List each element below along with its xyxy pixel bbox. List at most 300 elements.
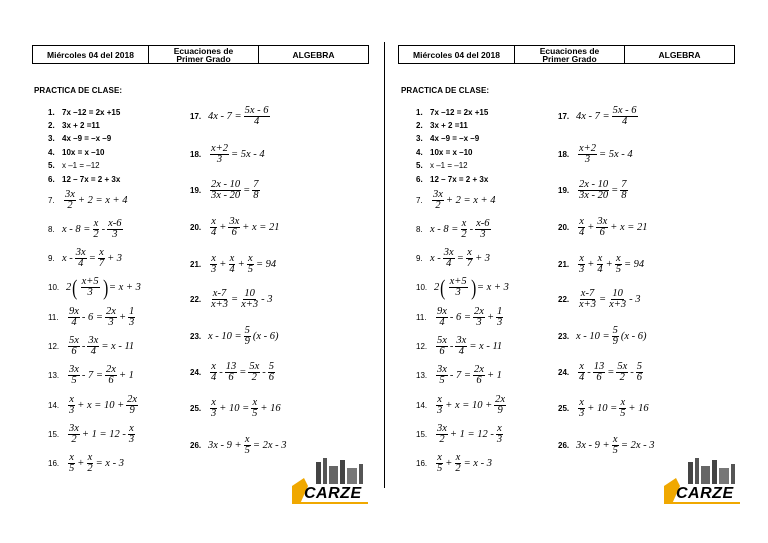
problem-number: 7. [416, 196, 423, 205]
fraction [210, 289, 229, 310]
numerator: x [615, 253, 621, 264]
denominator: x+3 [241, 299, 259, 310]
fraction [436, 365, 448, 386]
problem-number: 18. [558, 150, 570, 159]
problem-8 [416, 219, 493, 240]
logo-text: CARZE [676, 485, 734, 502]
problem-number: 11. [416, 313, 427, 322]
numerator: x [597, 253, 603, 264]
fraction [578, 180, 609, 201]
equation [62, 219, 125, 240]
expr-text: + [605, 259, 613, 270]
problem-number: 16. [416, 459, 428, 468]
numerator: x [620, 397, 626, 408]
equation [66, 453, 124, 474]
denominator: 9 [612, 336, 618, 347]
fraction [473, 307, 485, 328]
problem-number: 11. [48, 313, 59, 322]
fraction [496, 307, 503, 328]
header-subject: ALGEBRA [292, 49, 335, 60]
numerator: x [87, 452, 93, 463]
numerator: x+5 [449, 276, 467, 287]
problem-3 [416, 134, 479, 143]
denominator: 4 [78, 258, 84, 269]
right-paren: ) [102, 274, 108, 300]
expr-text: + [587, 259, 595, 270]
header-topic-line1: Ecuaciones de [173, 45, 234, 56]
equation: 7x –12 = 2x +15 [62, 108, 121, 117]
problem-number: 1. [48, 108, 55, 117]
numerator: 3x [229, 216, 240, 227]
problem-23 [190, 326, 279, 347]
expr-text: + 16 [628, 403, 649, 414]
problem-number: 20. [558, 223, 570, 232]
fraction [436, 336, 448, 357]
denominator: 4 [446, 258, 452, 269]
equation: 12 – 7x = 2 + 3x [430, 175, 489, 184]
equation [434, 424, 505, 445]
fraction [615, 254, 622, 275]
denominator: 3 [584, 154, 591, 165]
numerator: x+2 [579, 143, 596, 154]
expr-text: x - 8 = [430, 224, 459, 235]
fraction [225, 362, 238, 383]
denominator: 5 [615, 264, 621, 275]
problem-19 [558, 180, 630, 201]
problem-12 [416, 336, 502, 357]
numerator: 2x [106, 364, 116, 375]
expr-text: = [88, 253, 96, 264]
fraction [68, 395, 75, 416]
numerator: 3x [69, 364, 79, 375]
denominator: 5 [71, 375, 77, 386]
equation [434, 336, 502, 357]
equation [66, 274, 141, 300]
denominator: 2 [619, 372, 625, 383]
numerator: 1 [129, 306, 135, 317]
problem-number: 26. [190, 441, 202, 450]
expr-text: (x - 6) [252, 331, 279, 342]
expr-text: + [219, 259, 227, 270]
numerator: x [437, 452, 442, 463]
numerator: 3x [433, 189, 443, 200]
problem-8 [48, 219, 125, 240]
fraction [596, 254, 603, 275]
fraction [248, 362, 260, 383]
numerator: x [211, 216, 216, 227]
problem-number: 24. [558, 368, 570, 377]
equation: x –1 = –12 [62, 161, 100, 170]
fraction [608, 289, 627, 310]
header-subject: ALGEBRA [658, 49, 701, 60]
problem-6 [416, 175, 488, 184]
fraction [210, 362, 217, 383]
equation [434, 453, 492, 474]
header-topic [515, 46, 625, 63]
denominator: 5 [69, 463, 75, 474]
equation [576, 289, 640, 310]
numerator: x [211, 253, 216, 264]
numerator: x [579, 397, 584, 408]
problem-9 [48, 248, 122, 269]
fraction [244, 106, 270, 127]
header-table [32, 45, 369, 64]
numerator: 3x [437, 364, 447, 375]
equation [576, 144, 633, 165]
problem-25 [558, 398, 649, 419]
fraction [251, 398, 258, 419]
problem-number: 13. [416, 371, 428, 380]
numerator: 5 [612, 325, 618, 336]
equation [208, 254, 276, 275]
problem-number: 8. [416, 225, 423, 234]
fraction [210, 217, 217, 238]
numerator: 3x [597, 216, 608, 227]
denominator: 5 [612, 445, 618, 456]
numerator: x [461, 218, 467, 229]
expr-text: = x - 3 [95, 458, 124, 469]
fraction [128, 424, 135, 445]
denominator: 8 [253, 190, 259, 201]
problem-number: 25. [558, 404, 570, 413]
expr-text: = 2x - 3 [620, 440, 655, 451]
expr-text: + 2 = x + 4 [77, 195, 128, 206]
denominator: 4 [597, 264, 603, 275]
denominator: 2 [93, 229, 99, 240]
equation [208, 398, 281, 419]
fraction [68, 336, 80, 357]
equation [66, 307, 137, 328]
expr-text: = 2x - 3 [252, 440, 287, 451]
equation [208, 144, 265, 165]
denominator: 6 [108, 375, 114, 386]
equation [430, 219, 493, 240]
expr-text: - 7 = [449, 370, 472, 381]
denominator: 3 [579, 408, 585, 419]
denominator: 6 [71, 346, 77, 357]
problem-number: 17. [190, 112, 202, 121]
problem-number: 4. [48, 148, 55, 157]
expr-text: - [101, 224, 106, 235]
numerator: x [437, 394, 442, 405]
numerator: x+5 [81, 276, 99, 287]
expr-text: = x - 11 [469, 341, 503, 352]
equation [576, 362, 645, 383]
left-paren: ( [72, 274, 78, 300]
denominator: 4 [71, 317, 77, 328]
equation: 4x –9 = –x –9 [62, 134, 112, 143]
expr-text: = [231, 294, 239, 305]
denominator: 3 [211, 264, 217, 275]
equation [208, 435, 287, 456]
header-topic-line1: Ecuaciones de [539, 45, 600, 56]
expr-text: = [243, 185, 251, 196]
numerator: x [69, 394, 74, 405]
problem-7 [416, 190, 495, 211]
equation: 10x = x –10 [62, 148, 105, 157]
problem-number: 14. [48, 401, 60, 410]
fraction [107, 219, 122, 240]
expr-text: = 5x - 4 [231, 149, 265, 160]
numerator: 3x [69, 423, 79, 434]
problem-21 [190, 254, 276, 275]
denominator: 9 [497, 405, 503, 416]
equation: 3x + 2 =11 [62, 121, 100, 130]
denominator: 5 [247, 264, 253, 275]
numerator: 10 [244, 288, 255, 299]
fraction [578, 217, 585, 238]
numerator: 3x [456, 335, 467, 346]
problem-number: 4. [416, 148, 423, 157]
fraction [244, 326, 251, 347]
expr-text: + 3 [475, 253, 491, 264]
numerator: x [99, 247, 104, 258]
fraction [81, 277, 100, 298]
denominator: 6 [636, 372, 643, 383]
numerator: x-6 [476, 218, 490, 229]
denominator: 4 [439, 317, 445, 328]
denominator: 2 [87, 463, 93, 474]
problem-23 [558, 326, 647, 347]
equation [430, 190, 495, 211]
denominator: 3x - 20 [211, 190, 241, 201]
denominator: 2 [455, 463, 461, 474]
denominator: 3 [437, 405, 443, 416]
carze-logo [290, 456, 370, 508]
fraction [228, 254, 235, 275]
fraction [64, 190, 76, 211]
problem-5 [416, 161, 468, 170]
header-topic [149, 46, 259, 63]
practice-title: PRACTICA DE CLASE: [34, 86, 123, 95]
equation [208, 362, 277, 383]
denominator: 3 [211, 408, 217, 419]
problem-number: 22. [558, 295, 570, 304]
expr-text: = [611, 185, 619, 196]
problem-24 [558, 362, 645, 383]
problem-15 [416, 424, 505, 445]
numerator: 3x [443, 247, 454, 258]
problem-number: 19. [190, 186, 202, 195]
expr-text: + [486, 312, 495, 323]
denominator: 4 [253, 116, 260, 127]
numerator: x [579, 253, 584, 264]
expr-text: x - [62, 253, 73, 264]
problem-number: 6. [416, 175, 423, 184]
problem-18 [558, 144, 633, 165]
denominator: 3 [108, 317, 114, 328]
equation [208, 289, 272, 310]
fraction [68, 453, 75, 474]
expr-text: - [469, 224, 474, 235]
fraction [578, 398, 585, 419]
expr-text: - [630, 367, 634, 378]
expr-text: + [237, 259, 245, 270]
fraction [620, 180, 627, 201]
denominator: 5 [252, 408, 258, 419]
expr-text: + [219, 222, 227, 233]
denominator: 3 [87, 287, 93, 298]
fraction [596, 217, 608, 238]
fraction [473, 365, 485, 386]
expr-text: = x - 11 [101, 341, 135, 352]
numerator: x [497, 423, 502, 434]
problem-3 [48, 134, 111, 143]
problem-number: 5. [416, 161, 423, 170]
equation [66, 365, 134, 386]
header-date: Miércoles 04 del 2018 [399, 46, 515, 63]
equation [576, 106, 640, 127]
expr-text: + 10 = [587, 403, 618, 414]
problem-number: 21. [190, 260, 202, 269]
denominator: 6 [268, 372, 275, 383]
numerator: 5x - 6 [244, 105, 269, 116]
numerator: 3x [88, 335, 99, 346]
problem-9 [416, 248, 490, 269]
equation [434, 307, 505, 328]
equation [576, 435, 655, 456]
expr-text: - 7 = [81, 370, 104, 381]
problem-10 [48, 274, 141, 300]
expr-text: + [445, 458, 453, 469]
denominator: 3 [496, 434, 503, 445]
numerator: 5x [437, 335, 447, 346]
denominator: 2 [251, 372, 257, 383]
fraction [443, 248, 455, 269]
numerator: 3x [437, 423, 447, 434]
equation [208, 217, 279, 238]
denominator: 4 [90, 346, 96, 357]
problem-number: 6. [48, 175, 55, 184]
fraction [460, 219, 467, 240]
expr-text: + 1 [118, 370, 134, 381]
equation [430, 248, 490, 269]
expr-text: + x = 21 [610, 222, 648, 233]
problem-number: 20. [190, 223, 202, 232]
problem-number: 3. [48, 134, 55, 143]
numerator: x [69, 452, 74, 463]
numerator: x [211, 397, 216, 408]
expr-text: 4x - 7 = [576, 111, 610, 122]
problem-12 [48, 336, 134, 357]
header-topic-line2: Primer Grado [542, 53, 597, 64]
expr-text: = x + 3 [108, 282, 141, 293]
fraction [636, 362, 643, 383]
problem-5 [48, 161, 100, 170]
problem-11 [416, 307, 505, 328]
problem-1 [48, 108, 120, 117]
fraction [247, 254, 254, 275]
equation: 12 – 7x = 2 + 3x [62, 175, 121, 184]
numerator: 10 [612, 288, 623, 299]
problem-1 [416, 108, 488, 117]
numerator: x [579, 216, 584, 227]
numerator: 1 [497, 306, 503, 317]
problem-number: 7. [48, 196, 55, 205]
fraction [466, 248, 473, 269]
problem-number: 16. [48, 459, 60, 468]
numerator: 13 [225, 361, 237, 372]
problem-26 [190, 435, 287, 456]
problem-20 [190, 217, 279, 238]
expr-text: - [587, 367, 591, 378]
expr-text: + 1 = 12 - [449, 429, 494, 440]
expr-text: - [81, 341, 86, 352]
denominator: 6 [439, 346, 445, 357]
equation [66, 336, 134, 357]
header-date: Miércoles 04 del 2018 [33, 46, 149, 63]
expr-text: + 2 = x + 4 [445, 195, 496, 206]
denominator: 3 [69, 405, 75, 416]
problem-number: 24. [190, 368, 202, 377]
problem-17 [190, 106, 272, 127]
equation: x –1 = –12 [430, 161, 468, 170]
right-paren: ) [470, 274, 476, 300]
expr-text: + 16 [260, 403, 281, 414]
expr-text: 4x - 7 = [208, 111, 242, 122]
denominator: 5 [244, 445, 250, 456]
expr-text: x - [430, 253, 441, 264]
expr-text: x - 10 = [576, 331, 610, 342]
left-paren: ( [440, 274, 446, 300]
numerator: x [247, 253, 253, 264]
problem-number: 26. [558, 441, 570, 450]
fraction [612, 435, 619, 456]
fraction [244, 435, 251, 456]
expr-text: + 3 [107, 253, 123, 264]
fraction [126, 395, 138, 416]
problem-number: 8. [48, 225, 55, 234]
problem-16 [416, 453, 492, 474]
problem-number: 19. [558, 186, 570, 195]
equation [66, 424, 137, 445]
expr-text: - 6 = [449, 312, 472, 323]
fraction [619, 398, 626, 419]
fraction [68, 365, 80, 386]
problem-18 [190, 144, 265, 165]
numerator: 3x [65, 189, 75, 200]
denominator: 3 [455, 287, 461, 298]
numerator: 2x [127, 394, 138, 405]
equation [434, 274, 509, 300]
expr-text: + [77, 458, 85, 469]
problem-24 [190, 362, 277, 383]
denominator: 4 [211, 227, 217, 238]
denominator: 3 [129, 317, 135, 328]
expr-text: + [118, 312, 127, 323]
expr-text: = 94 [255, 259, 277, 270]
fraction [240, 289, 259, 310]
denominator: 3 [579, 264, 585, 275]
numerator: 9x [437, 306, 447, 317]
denominator: 6 [599, 227, 605, 238]
equation: 3x + 2 =11 [430, 121, 468, 130]
equation [434, 365, 502, 386]
denominator: 3 [497, 317, 503, 328]
problem-number: 1. [416, 108, 423, 117]
problem-number: 10. [48, 283, 60, 292]
carze-logo [662, 456, 742, 508]
fraction [436, 424, 448, 445]
problem-16 [48, 453, 124, 474]
equation [576, 217, 647, 238]
problem-number: 3. [416, 134, 423, 143]
denominator: 7 [466, 258, 473, 269]
numerator: x [467, 247, 472, 258]
numerator: x [612, 434, 618, 445]
expr-text: + 1 [486, 370, 502, 381]
equation [576, 398, 649, 419]
